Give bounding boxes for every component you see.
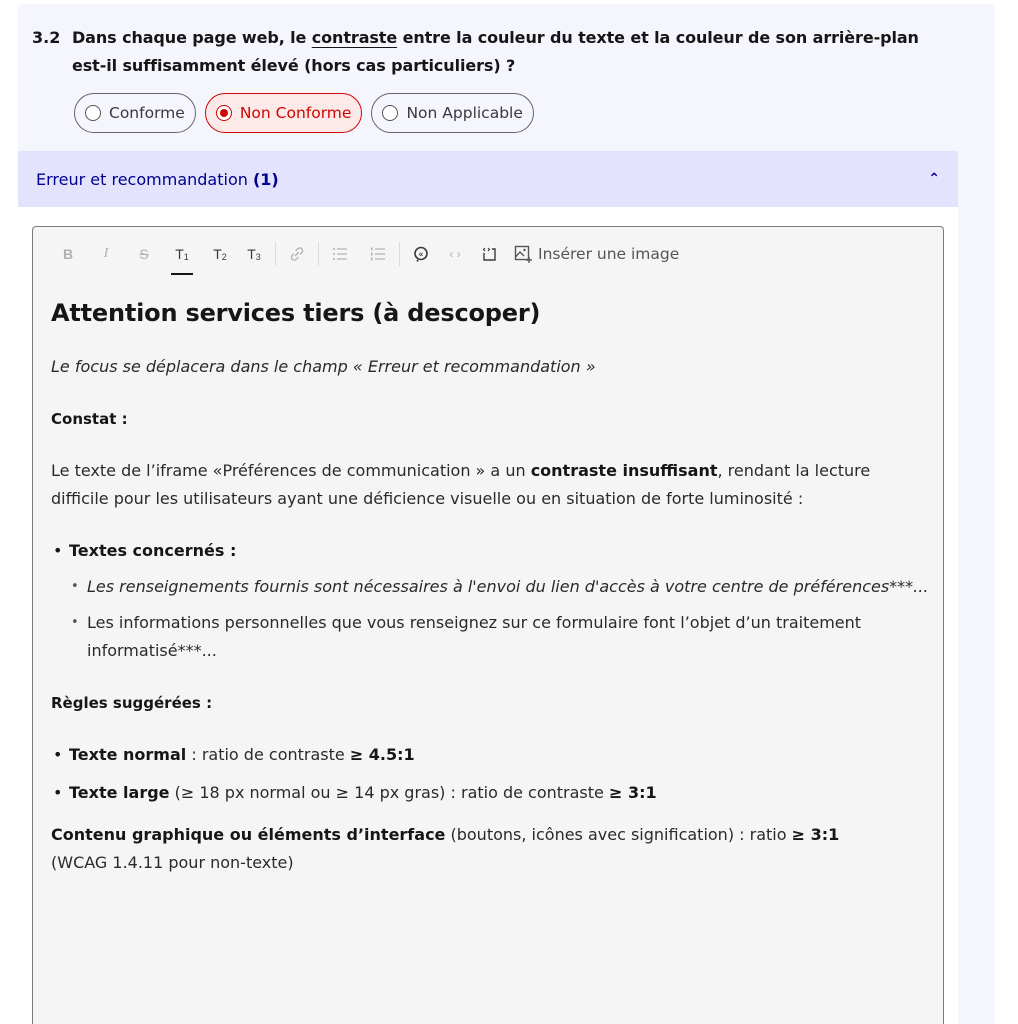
rule-text: (≥ 18 px normal ou ≥ 14 px gras) : ratio de contraste	[169, 783, 609, 802]
graphique-value: ≥ 3:1	[791, 825, 840, 844]
textes-sublist	[69, 573, 931, 665]
bold-icon: B	[62, 246, 74, 262]
graphique-paragraph	[51, 821, 931, 877]
textes-list	[51, 537, 931, 665]
heading-1-level: 1	[183, 252, 189, 262]
toolbar-divider	[318, 242, 319, 266]
accordion-count: (1)	[252, 169, 279, 189]
heading-1-letter: T	[175, 246, 184, 262]
insert-image-button[interactable]	[514, 245, 679, 263]
accordion-title-text: Erreur et recommandation	[36, 169, 248, 189]
regles-list	[51, 741, 931, 807]
chevron-up-icon[interactable]: ⌃	[928, 171, 940, 187]
ordered-list-icon	[370, 247, 386, 261]
radio-circle-icon	[382, 105, 398, 121]
radio-non-applicable[interactable]	[371, 93, 533, 133]
bullet-list-button[interactable]	[325, 239, 355, 269]
rich-text-editor[interactable]	[32, 226, 944, 1024]
radio-non-conforme[interactable]	[205, 93, 363, 133]
strikethrough-button[interactable]	[129, 239, 159, 269]
list-item	[51, 779, 931, 807]
code-block-icon	[481, 246, 497, 262]
constat-label: Constat :	[51, 410, 128, 428]
textes-label: Textes concernés :	[69, 541, 237, 560]
toolbar-divider	[399, 242, 400, 266]
list-item: • Les renseignements fournis sont nécessaires à l'envoi du lien d'accès à votre centre de préférences***...	[69, 573, 931, 601]
wcag-note: (WCAG 1.4.11 pour non-texte)	[51, 853, 294, 872]
insert-image-label: Insérer une image	[538, 245, 680, 263]
rule-value: ≥ 4.5:1	[349, 745, 415, 764]
italic-button[interactable]	[91, 239, 121, 269]
rule-value: ≥ 3:1	[608, 783, 657, 802]
question-text-end: entre la couleur du texte et la couleur de son arrière-plan est-il suffisamment élevé (hors cas particuliers) ?	[72, 28, 919, 75]
image-add-icon	[514, 245, 532, 263]
constat-paragraph	[51, 457, 931, 513]
quote-button[interactable]	[406, 239, 436, 269]
constat-text-start: Le texte de l’iframe «Préférences de communication » a un	[51, 461, 531, 480]
quote-icon	[413, 246, 429, 262]
graphique-bold: Contenu graphique ou éléments d’interface	[51, 825, 446, 844]
svg-text:«: «	[418, 249, 424, 259]
question-text-start: Dans chaque page web, le	[72, 28, 312, 47]
criterion-header	[32, 24, 952, 80]
accordion-title	[36, 170, 279, 189]
status-radio-group	[74, 93, 534, 133]
list-item: • Les informations personnelles que vous renseignez sur ce formulaire font l’objet d’un traitement informatisé***...	[69, 609, 931, 665]
inline-code-button[interactable]	[440, 239, 470, 269]
rule-name: Texte large	[69, 783, 170, 802]
list-item	[51, 741, 931, 769]
heading-2-level: 2	[221, 252, 227, 262]
bullet-list-icon	[332, 247, 348, 261]
constat-text-end: , rendant la lecture difficile pour les utilisateurs ayant une déficience visuelle ou en situation de forte luminosité :	[51, 461, 871, 508]
heading-2-letter: T	[213, 246, 222, 262]
strikethrough-icon: S	[139, 246, 149, 262]
link-button[interactable]	[282, 239, 312, 269]
editor-content[interactable]	[51, 297, 931, 901]
heading-1-icon	[175, 246, 189, 262]
constat-bold: contraste insuffisant	[530, 461, 718, 480]
heading-3-letter: T	[247, 246, 256, 262]
focus-note: Le focus se déplacera dans le champ « Erreur et recommandation »	[51, 357, 596, 376]
accordion-header-erreur-recommandation[interactable]	[18, 151, 958, 207]
code-block-button[interactable]	[474, 239, 504, 269]
radio-label: Non Conforme	[239, 104, 352, 122]
radio-selected-icon	[216, 105, 232, 121]
toolbar-divider	[275, 242, 276, 266]
link-icon	[289, 246, 305, 262]
heading-3-icon	[247, 246, 261, 262]
regles-label: Règles suggérées :	[51, 694, 213, 712]
rule-name: Texte normal	[69, 745, 187, 764]
graphique-text: (boutons, icônes avec signification) : ratio	[445, 825, 792, 844]
radio-label: Non Applicable	[406, 104, 523, 122]
contraste-link[interactable]: contraste	[311, 28, 398, 47]
heading-3-level: 3	[255, 252, 261, 262]
italic-icon: I	[103, 246, 109, 261]
ordered-list-button[interactable]	[363, 239, 393, 269]
list-item	[51, 537, 931, 665]
editor-toolbar	[33, 227, 943, 281]
criterion-question	[72, 24, 952, 80]
bold-button[interactable]	[53, 239, 83, 269]
heading-3-button[interactable]	[239, 239, 269, 269]
radio-conforme[interactable]	[74, 93, 196, 133]
criterion-number: 3.2	[32, 28, 61, 47]
heading-2-icon	[213, 246, 227, 262]
rule-text: : ratio de contraste	[186, 745, 350, 764]
code-icon: ‹ ›	[449, 247, 461, 261]
heading-1-button[interactable]	[167, 239, 197, 269]
heading-2-button[interactable]	[205, 239, 235, 269]
radio-circle-icon	[85, 105, 101, 121]
radio-label: Conforme	[109, 104, 185, 122]
content-heading: Attention services tiers (à descoper)	[51, 299, 541, 327]
